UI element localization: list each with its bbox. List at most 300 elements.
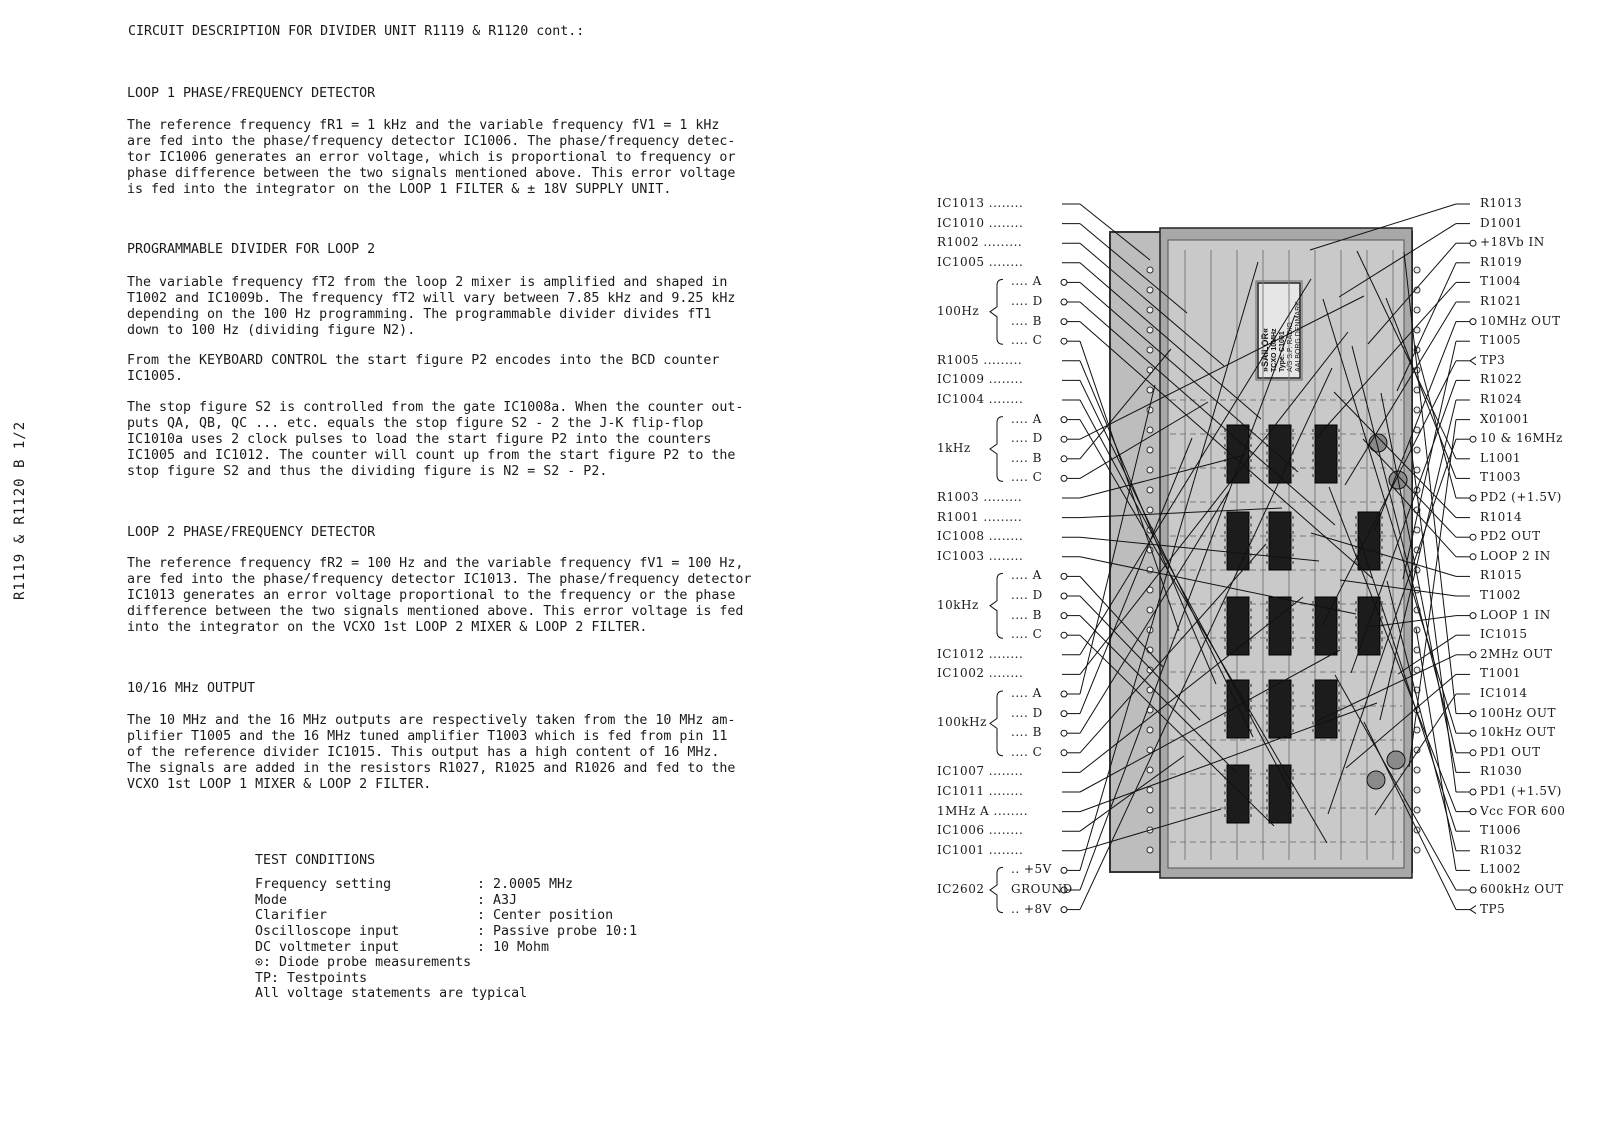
board-label-left: R1005 ......... [937,352,1023,367]
ic-pin [1312,699,1315,702]
ic-chip [1269,512,1291,570]
terminal-dot [1061,299,1067,305]
page-title: CIRCUIT DESCRIPTION FOR DIVIDER UNIT R1119 & R1120 cont.: [128,24,585,39]
ic-pin [1266,769,1269,772]
pcb-hole [1147,487,1153,493]
ic-pin [1380,631,1383,634]
terminal-dot [1061,632,1067,638]
ic-pin [1312,722,1315,725]
ic-pin [1224,609,1227,612]
board-label-right: PD1 OUT [1480,744,1541,759]
board-label-right: T1001 [1480,666,1522,681]
terminal-dot [1061,613,1067,619]
component-trimmer [1387,751,1405,769]
board-label-right: LOOP 2 IN [1480,548,1551,563]
ic-pin [1337,452,1340,455]
ic-pin [1312,624,1315,627]
ic-pin [1249,777,1252,780]
ic-pin [1337,616,1340,619]
ic-pin [1337,429,1340,432]
board-label-right: 10kHz OUT [1480,725,1556,740]
board-label-left: .... D [1011,705,1043,720]
ic-pin [1312,631,1315,634]
terminal-dot [1061,338,1067,344]
ic-chip [1227,597,1249,655]
board-label-right: R1019 [1480,254,1523,269]
ic-pin [1266,459,1269,462]
ic-pin [1312,684,1315,687]
tcxo-label-line: A/S S.P. RADIO [1287,322,1294,372]
board-label-left: GROUND [1011,882,1073,896]
board-label-left: .... A [1011,411,1042,426]
board-label-right: T1006 [1480,823,1522,838]
ic-pin [1337,729,1340,732]
ic-pin [1266,452,1269,455]
ic-pin [1291,707,1294,710]
ic-pin [1224,531,1227,534]
ic-pin [1266,807,1269,810]
ic-chip [1269,597,1291,655]
ic-pin [1266,474,1269,477]
ic-chip [1227,512,1249,570]
test-condition-value: : 2.0005 MHz [477,877,574,892]
board-label-right: T1004 [1480,274,1522,289]
test-condition-value: : 10 Mohm [477,939,550,955]
ic-pin [1224,807,1227,810]
ic-pin [1291,699,1294,702]
pcb-hole [1147,767,1153,773]
ic-pin [1249,722,1252,725]
ic-pin [1355,616,1358,619]
ic-pin [1380,524,1383,527]
ic-pin [1291,609,1294,612]
ic-pin [1355,624,1358,627]
terminal-dot [1470,534,1476,540]
pcb-hole [1147,447,1153,453]
board-label-right: R1030 [1480,764,1523,779]
ic-pin [1337,474,1340,477]
board-label-right: PD2 OUT [1480,529,1541,544]
terminal-dot [1061,711,1067,717]
ic-pin [1224,546,1227,549]
tcxo-label-line: TCXO 10MHz [1271,328,1278,372]
ic-pin [1337,699,1340,702]
terminal-dot [1470,613,1476,619]
board-label-left: .... C [1011,333,1043,348]
ic-pin [1224,616,1227,619]
pcb-hole [1147,287,1153,293]
test-condition-key: Frequency setting [255,877,392,892]
pcb-hole [1147,387,1153,393]
ic-pin [1266,524,1269,527]
ic-pin [1266,684,1269,687]
board-label-right: T1005 [1480,333,1522,348]
test-condition-note: ⊙: Diode probe measurements [255,955,472,970]
test-conditions-heading: TEST CONDITIONS [255,853,376,868]
board-label-right: R1024 [1480,392,1523,406]
ic-pin [1224,437,1227,440]
terminal-dot [1470,730,1476,736]
ic-pin [1249,474,1252,477]
pcb-hole [1147,347,1153,353]
ic-pin [1224,516,1227,519]
ic-pin [1291,646,1294,649]
ic-pin [1224,784,1227,787]
ic-pin [1266,539,1269,542]
test-condition-value: : Center position [477,908,614,924]
ic-pin [1312,692,1315,695]
board-label-right: 10 & 16MHz [1480,431,1563,446]
ic-pin [1291,777,1294,780]
ic-pin [1224,722,1227,725]
terminal-dot [1061,573,1067,579]
board-label-right: Vcc FOR 600 [1480,803,1566,818]
board-label-right: IC1014 [1480,686,1528,700]
ic-pin [1224,554,1227,557]
terminal-dot [1470,789,1476,795]
ic-pin [1337,646,1340,649]
ic-pin [1291,769,1294,772]
ic-pin [1312,467,1315,470]
ic-pin [1312,609,1315,612]
board-label-left: .... B [1011,313,1042,328]
board-label-right: R1015 [1480,568,1523,583]
pcb-hole [1414,767,1420,773]
board-label-right: D1001 [1480,215,1523,230]
ic-pin [1355,601,1358,604]
ic-pin [1249,524,1252,527]
ic-pin [1291,459,1294,462]
board-label-left: IC1001 ........ [937,842,1024,857]
ic-pin [1249,616,1252,619]
ic-chip [1269,425,1291,483]
ic-chip [1315,680,1337,738]
pcb-hole [1414,307,1420,313]
terminal-dot [1061,319,1067,325]
board-label-left: .... A [1011,568,1042,583]
ic-pin [1224,452,1227,455]
ic-pin [1355,516,1358,519]
ic-pin [1224,707,1227,710]
ic-pin [1249,684,1252,687]
ic-pin [1337,631,1340,634]
ic-pin [1337,437,1340,440]
board-label-left: .... C [1011,744,1043,759]
board-label-left: .... C [1011,470,1043,485]
board-label-left: .... B [1011,607,1042,622]
ic-pin [1291,546,1294,549]
tcxo-label-line: AALBORG DENMARK [1295,301,1302,372]
board-label-right: 100Hz OUT [1480,705,1556,720]
ic-pin [1224,561,1227,564]
group-label: 1kHz [937,441,971,455]
ic-pin [1380,646,1383,649]
test-condition-note: TP: Testpoints [255,970,368,986]
ic-pin [1249,814,1252,817]
ic-pin [1224,729,1227,732]
ic-pin [1355,609,1358,612]
terminal-dot [1061,907,1067,913]
ic-pin [1249,769,1252,772]
ic-pin [1266,546,1269,549]
test-condition-key: Clarifier [255,908,328,924]
terminal-dot [1470,436,1476,442]
ic-pin [1266,777,1269,780]
terminal-dot [1061,436,1067,442]
ic-pin [1266,792,1269,795]
ic-pin [1291,799,1294,802]
test-condition-key: Oscilloscope input [255,924,400,940]
section-paragraph: The variable frequency fT2 from the loop 2 mixer is amplified and shaped in T1002 and IC1009b. The frequency fT2 will vary between 7.85 kHz and 9.25 kHz depending on the 100 Hz programming. The programmable divider divides fT1 down to 100 Hz (dividing figure N2). [127,275,736,338]
board-label-right: R1013 [1480,196,1523,210]
section-paragraph: The reference frequency fR2 = 100 Hz and the variable frequency fV1 = 100 Hz, are fed into the phase/frequency detector IC1013. The phase/frequency detector IC1013 generates an error voltage proportional to the frequency or the phase difference between the two signals mentioned above. This error voltage is fed into the integrator on the VCXO 1st LOOP 2 MIXER & LOOP 2 FILTER. [127,556,752,635]
pcb-hole [1414,807,1420,813]
ic-pin [1266,699,1269,702]
terminal-dot [1061,750,1067,756]
test-condition-value: : Passive probe 10:1 [477,924,638,940]
pcb-hole [1147,407,1153,413]
ic-pin [1249,444,1252,447]
ic-pin [1337,601,1340,604]
ic-pin [1224,684,1227,687]
ic-pin [1291,692,1294,695]
group-label: 100kHz [937,715,987,730]
board-label-right: R1022 [1480,372,1523,387]
ic-pin [1249,792,1252,795]
pcb-hole [1147,607,1153,613]
pcb-hole [1414,467,1420,473]
pcb-hole [1147,727,1153,733]
ic-pin [1224,474,1227,477]
ic-pin [1337,684,1340,687]
board-label-left: R1003 ......... [937,490,1023,504]
ic-pin [1355,539,1358,542]
pcb-hole [1147,507,1153,513]
pcb-hole [1147,267,1153,273]
section-paragraph: From the KEYBOARD CONTROL the start figure P2 encodes into the BCD counter IC1005. [127,353,720,384]
side-label: R1119 & R1120 B 1/2 [12,420,28,600]
ic-pin [1266,639,1269,642]
terminal-dot [1061,730,1067,736]
board-label-left: .... A [1011,274,1042,289]
ic-pin [1224,792,1227,795]
group-bracket [990,417,1003,482]
board-label-left: IC1011 ........ [937,784,1024,798]
ic-pin [1355,531,1358,534]
board-label-left: .. +5V [1011,862,1052,877]
ic-pin [1249,692,1252,695]
terminal-dot [1470,711,1476,717]
ic-pin [1291,814,1294,817]
terminal-dot [1470,809,1476,815]
ic-pin [1291,524,1294,527]
terminal-dot [1470,319,1476,325]
ic-pin [1224,769,1227,772]
board-label-left: .... D [1011,431,1043,446]
board-label-right: +18Vb IN [1480,235,1545,250]
board-label-right: L1002 [1480,862,1522,877]
board-label-right: R1014 [1480,509,1523,524]
terminal-dot [1061,475,1067,481]
ic-pin [1291,729,1294,732]
board-label-right: L1001 [1480,450,1522,465]
ic-pin [1291,444,1294,447]
ic-pin [1312,474,1315,477]
board-label-left: IC1013 ........ [937,196,1024,210]
section-paragraph: The reference frequency fR1 = 1 kHz and the variable frequency fV1 = 1 kHz are fed into the phase/frequency detector IC1006. The phase/frequency detec- tor IC1006 generates an error voltage, which is proportional to frequency or phase difference between the two signals mentioned above. This error voltage is fed into the integrator on the LOOP 1 FILTER & ± 18V SUPPLY UNIT. [127,118,736,197]
ic-pin [1249,784,1252,787]
ic-pin [1249,601,1252,604]
ic-pin [1266,814,1269,817]
section-heading-loop1: LOOP 1 PHASE/FREQUENCY DETECTOR [127,86,376,101]
component-trimmer [1367,771,1385,789]
board-label-right: 600kHz OUT [1480,882,1564,896]
group-label: IC2602 [937,882,985,896]
ic-pin [1337,444,1340,447]
board-label-left: IC1004 ........ [937,392,1024,406]
board-label-right: 10MHz OUT [1480,313,1561,328]
ic-pin [1312,639,1315,642]
board-label-right: R1032 [1480,842,1523,857]
ic-pin [1224,524,1227,527]
ic-pin [1355,639,1358,642]
pcb-hole [1147,307,1153,313]
ic-pin [1249,516,1252,519]
board-label-left: .... B [1011,450,1042,465]
test-condition-value: : A3J [477,892,518,908]
ic-pin [1380,531,1383,534]
test-condition-key: DC voltmeter input [255,939,400,955]
ic-pin [1312,601,1315,604]
board-label-right: T1003 [1480,470,1522,485]
ic-pin [1249,624,1252,627]
board-label-left: IC1007 ........ [937,764,1024,779]
board-label-right: T1002 [1480,588,1522,602]
pcb-hole [1147,847,1153,853]
ic-pin [1291,554,1294,557]
group-bracket [990,573,1003,638]
tcxo-label-line: »SAILOR« [1260,327,1270,372]
group-bracket [990,279,1003,344]
board-label-left: IC1010 ........ [937,215,1024,230]
terminal-dot [1470,240,1476,246]
ic-chip [1315,425,1337,483]
ic-pin [1291,722,1294,725]
ic-pin [1266,531,1269,534]
ic-pin [1249,609,1252,612]
ic-pin [1291,624,1294,627]
terminal-dot [1470,887,1476,893]
ic-pin [1380,561,1383,564]
board-label-right: LOOP 1 IN [1480,607,1551,622]
test-condition-key: Mode [255,892,288,908]
ic-chip [1269,765,1291,823]
group-bracket [990,867,1003,912]
board-label-left: .... D [1011,588,1043,602]
pcb-hole [1147,327,1153,333]
pcb-hole [1147,807,1153,813]
ic-pin [1291,714,1294,717]
ic-pin [1337,459,1340,462]
ic-pin [1355,646,1358,649]
ic-chip [1227,765,1249,823]
ic-pin [1224,692,1227,695]
board-label-left: .. +8V [1011,901,1052,916]
ic-pin [1291,639,1294,642]
group-bracket [990,691,1003,756]
pcb-hole [1414,407,1420,413]
ic-pin [1224,814,1227,817]
ic-pin [1266,561,1269,564]
ic-pin [1312,444,1315,447]
terminal-dot [1061,691,1067,697]
ic-pin [1266,722,1269,725]
board-label-left: IC1003 ........ [937,548,1024,563]
ic-pin [1291,792,1294,795]
ic-pin [1224,714,1227,717]
terminal-dot [1061,279,1067,285]
board-label-left: IC1008 ........ [937,529,1024,544]
section-paragraph: The stop figure S2 is controlled from the gate IC1008a. When the counter out- puts QA, QB, QC ... etc. equals the stop figure S2 - 2 the J-K flip-flop IC1010a uses 2 clock pulses to load the start figure P2 into the counters IC1005 and IC1012. The counter will count up from the start figure P2 to the stop figure S2 and thus the dividing figure is N2 = S2 - P2. [127,400,744,479]
ic-pin [1380,539,1383,542]
ic-pin [1249,646,1252,649]
board-label-left: IC1005 ........ [937,254,1024,269]
group-label: 100Hz [937,303,980,318]
ic-pin [1249,807,1252,810]
ic-pin [1249,631,1252,634]
ic-pin [1291,429,1294,432]
board-label-left: IC1002 ........ [937,666,1024,681]
board-label-right: PD2 (+1.5V) [1480,490,1562,504]
ic-pin [1224,601,1227,604]
ic-pin [1266,429,1269,432]
board-label-right: 2MHz OUT [1480,646,1553,661]
terminal-dot [1470,554,1476,560]
ic-pin [1266,784,1269,787]
board-label-left: R1001 ......... [937,509,1023,524]
board-label-left: R1002 ......... [937,235,1023,250]
ic-pin [1291,516,1294,519]
board-label-right: PD1 (+1.5V) [1480,784,1562,798]
section-heading-loop2: LOOP 2 PHASE/FREQUENCY DETECTOR [127,525,376,540]
ic-pin [1224,467,1227,470]
pcb-hole [1147,467,1153,473]
ic-pin [1249,467,1252,470]
group-label: 10kHz [937,597,979,612]
terminal-dot [1061,867,1067,873]
pcb-hole [1414,727,1420,733]
board-label-left: .... B [1011,725,1042,740]
section-heading-output: 10/16 MHz OUTPUT [127,681,256,696]
terminal-dot [1470,750,1476,756]
terminal-dot [1061,456,1067,462]
ic-pin [1266,609,1269,612]
board-label-left: IC1006 ........ [937,823,1024,838]
ic-pin [1312,452,1315,455]
board-label-left: .... C [1011,627,1043,642]
ic-pin [1337,722,1340,725]
ic-pin [1291,631,1294,634]
ic-pin [1266,692,1269,695]
ic-chip [1358,512,1380,570]
ic-pin [1266,799,1269,802]
ic-pin [1266,714,1269,717]
pcb-hole [1414,447,1420,453]
ic-pin [1266,631,1269,634]
ic-pin [1312,437,1315,440]
ic-pin [1224,624,1227,627]
section-paragraph: The 10 MHz and the 16 MHz outputs are respectively taken from the 10 MHz am- plifier T1005 and the 16 MHz tuned amplifier T1003 which is fed from pin 11 of the reference divider IC1015. This output has a high content of 16 MHz. The signals are added in the resistors R1027, R1025 and R1026 and fed to the VCXO 1st LOOP 1 MIXER & LOOP 2 FILTER. [127,713,736,792]
